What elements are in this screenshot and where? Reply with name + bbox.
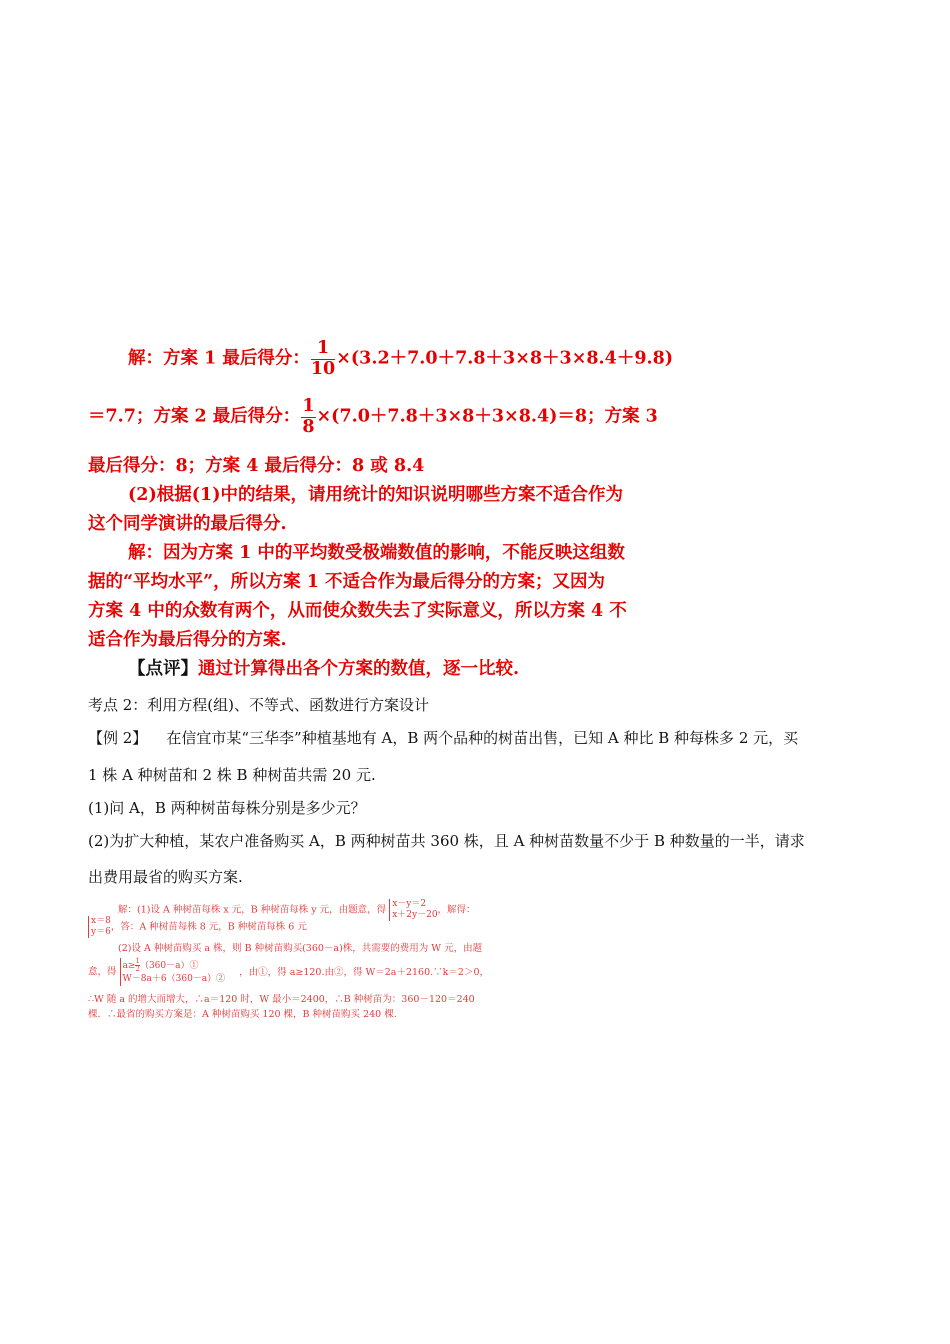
solution-2-line-4: 适合作为最后得分的方案. — [88, 630, 287, 650]
small-solution-line-5: ∴W 随 a 的增大而增大，∴a＝120 时，W 最小＝2400，∴B 种树苗为：360－120＝240 — [88, 994, 475, 1005]
solution-y: y＝6 — [91, 927, 111, 937]
question-2-line-2: 这个同学演讲的最后得分. — [88, 514, 287, 534]
fraction-numerator: 1 — [311, 340, 335, 360]
fraction-denominator: 10 — [310, 358, 336, 379]
small-solution-text: 解：(1)设 A 种树苗每株 x 元，B 种树苗每株 y 元，由题意，得 — [118, 904, 387, 916]
comment-text: 通过计算得出各个方案的数值，逐一比较. — [198, 659, 520, 679]
solution-2-line-3: 方案 4 中的众数有两个，从而使众数失去了实际意义，所以方案 4 不 — [88, 601, 627, 621]
small-solution-text: 意，得 — [88, 966, 117, 978]
solution-2-line-1: 解：因为方案 1 中的平均数受极端数值的影响，不能反映这组数 — [128, 543, 625, 563]
solution-line-1-prefix: 解：方案 1 最后得分： — [128, 348, 310, 369]
comment-label: 【点评】 — [128, 659, 198, 679]
fraction-one-eighth — [301, 398, 315, 436]
solution-line-3: 最后得分：8；方案 4 最后得分：8 或 8.4 — [88, 456, 425, 476]
example-2-text: 在信宜市某“三华李”种植基地有 A，B 两个品种的树苗出售，已知 A 种比 B 种每株多 2 元，买 — [166, 729, 799, 747]
small-solution-line-2 — [88, 916, 307, 938]
equation-system — [389, 899, 437, 921]
solution-line-2-prefix: ＝7.7；方案 2 最后得分： — [88, 406, 301, 427]
small-solution-line-3: (2)设 A 种树苗购买 a 株，则 B 种树苗购买(360－a)株，共需要的费用为 W 元，由题 — [118, 943, 483, 954]
inequality-system — [120, 958, 226, 986]
equation-1: x－y＝2 — [392, 899, 427, 909]
fraction-denominator: 8 — [302, 416, 315, 437]
inequality-part: （360－a）① — [139, 961, 199, 971]
example-2-question-2-line-2: 出费用最省的购买方案. — [88, 868, 243, 886]
solution-system — [88, 916, 111, 938]
fraction-one-tenth — [311, 340, 335, 378]
solution-line-2 — [88, 398, 658, 436]
example-2-label: 【例 2】 — [88, 729, 148, 747]
inequality-part: a≥ — [122, 961, 136, 971]
kaodian-heading: 考点 2：利用方程(组)、不等式、函数进行方案设计 — [88, 696, 430, 714]
solution-line-1 — [128, 340, 673, 378]
solution-x: x＝8 — [91, 916, 111, 926]
inequality-1 — [122, 957, 199, 973]
small-solution-text: ，答：A 种树苗每株 8 元，B 种树苗每株 6 元 — [110, 921, 307, 933]
small-solution-text: ，由①，得 a≥120.由②，得 W＝2a＋2160.∵k＝2＞0， — [239, 966, 490, 978]
comment — [128, 655, 519, 680]
cost-equation: W－8a＋6（360－a）② — [122, 974, 226, 984]
small-solution-line-4 — [88, 958, 489, 986]
example-2-line-1 — [88, 727, 798, 748]
example-2-question-2-line-1: (2)为扩大种植，某农户准备购买 A，B 两种树苗共 360 株，且 A 种树苗数量不少于 B 种数量的一半，请求 — [88, 832, 805, 850]
example-2-line-2: 1 株 A 种树苗和 2 株 B 种树苗共需 20 元. — [88, 766, 376, 784]
small-solution-text: ，解得： — [437, 904, 476, 916]
solution-line-1-suffix: ×(3.2＋7.0＋7.8＋3×8＋3×8.4＋9.8) — [336, 348, 674, 369]
example-2-question-1: (1)问 A，B 两种树苗每株分别是多少元？ — [88, 799, 366, 817]
solution-2-line-2: 据的“平均水平”，所以方案 1 不适合作为最后得分的方案；又因为 — [88, 572, 605, 592]
fraction-numerator: 1 — [302, 396, 315, 416]
fraction-numerator: 1 — [135, 957, 140, 965]
equation-2: x＋2y－20 — [392, 910, 438, 920]
question-2-line-1: (2)根据(1)中的结果，请用统计的知识说明哪些方案不适合作为 — [128, 485, 623, 505]
small-solution-line-6: 棵．∴最省的购买方案是：A 种树苗购买 120 棵，B 种树苗购买 240 棵. — [88, 1009, 397, 1020]
fraction-denominator: 2 — [135, 965, 140, 973]
solution-line-2-suffix: ×(7.0＋7.8＋3×8＋3×8.4)＝8；方案 3 — [316, 406, 658, 427]
